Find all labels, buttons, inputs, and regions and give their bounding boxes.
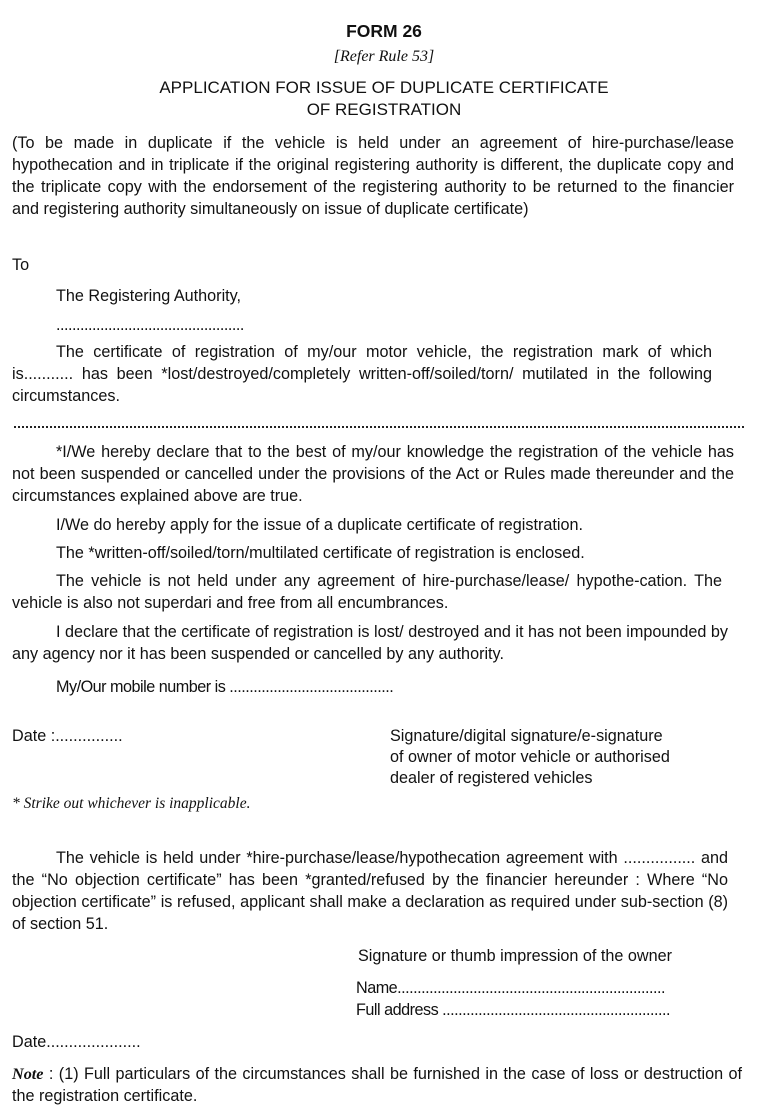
form-title: FORM 26 xyxy=(346,21,422,41)
addressee: The Registering Authority, xyxy=(56,287,242,305)
date-field-1: Date :............... xyxy=(12,727,123,745)
addressee-blank: ............................................... xyxy=(56,316,244,334)
signature-block-2: Signature or thumb impression of the owner xyxy=(358,947,673,965)
paragraph-not-held: The vehicle is not held under any agreement of hire-purchase/lease/ hypothe-cation. The vehicle is also not superdari and free from all encumbrances. xyxy=(12,572,722,612)
paragraph-apply: I/We do hereby apply for the issue of a duplicate certificate of registration. xyxy=(56,516,583,534)
paragraph-hire-purchase: The vehicle is held under *hire-purchase/lease/hypothecation agreement with ................ and the “No objection certificate” has been *granted/refused by the financier hereunder : Where “No objection certificate” is refused, applicant shall make a declaration as required under sub-section (8) of section 51. xyxy=(12,849,728,933)
circumstances-blank-line xyxy=(14,426,744,428)
signature-block-1-line1: Signature/digital signature/e-signature xyxy=(390,727,663,745)
paragraph-enclosed: The *written-off/soiled/torn/multilated certificate of registration is enclosed. xyxy=(56,544,585,562)
note-label: Note xyxy=(12,1065,44,1083)
paragraph-circumstances: The certificate of registration of my/our motor vehicle, the registration mark of which is........... has been *lost/destroyed/completely written-off/soiled/torn/ mutilated in the following circumstances. xyxy=(12,343,712,405)
strike-out-note: * Strike out whichever is inapplicable. xyxy=(12,795,251,812)
paragraph-declaration: *I/We hereby declare that to the best of my/our knowledge the registration of the vehicle has not been suspended or cancelled under the provisions of the Act or Rules made thereunder and the circumstances explained above are true. xyxy=(12,443,734,505)
mobile-number-line: My/Our mobile number is ......................................... xyxy=(56,678,394,696)
to-label: To xyxy=(12,256,30,274)
rule-reference: [Refer Rule 53] xyxy=(333,48,435,65)
owner-address-field: Full address ......................................................... xyxy=(356,1001,671,1019)
date-field-2: Date..................... xyxy=(12,1033,141,1051)
form-heading-line2: OF REGISTRATION xyxy=(306,100,462,119)
note-text: : (1) Full particulars of the circumstances shall be furnished in the case of loss or destruction of the registration certificate. xyxy=(12,1065,742,1105)
signature-block-1-line3: dealer of registered vehicles xyxy=(390,769,593,787)
paragraph-lost-declaration: I declare that the certificate of registration is lost/ destroyed and it has not been impounded by any agency nor it has been suspended or cancelled by any authority. xyxy=(12,623,728,663)
form-heading-line1: APPLICATION FOR ISSUE OF DUPLICATE CERTIFICATE xyxy=(159,78,609,97)
signature-block-1-line2: of owner of motor vehicle or authorised xyxy=(390,748,670,766)
footnote xyxy=(12,1063,742,1107)
owner-name-field: Name................................................................... xyxy=(356,979,666,997)
intro-instruction: (To be made in duplicate if the vehicle is held under an agreement of hire-purchase/lease hypothecation and in triplicate if the original registering authority is different, the duplicate copy and the triplicate copy with the endorsement of the registering authority to be returned to the financier and registering authority simultaneously on issue of duplicate certificate) xyxy=(12,134,734,218)
